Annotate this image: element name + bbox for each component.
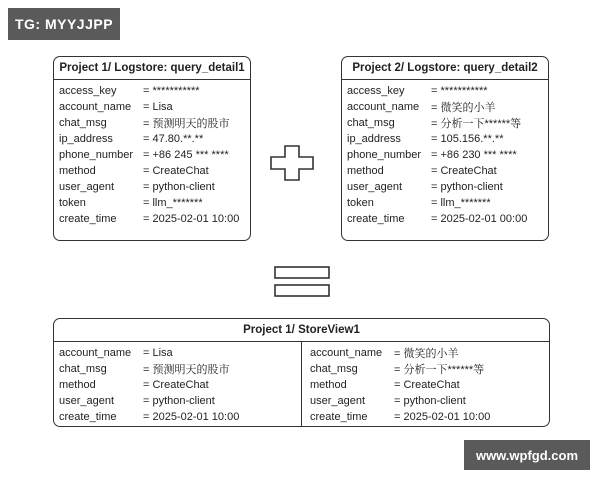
field-key: token xyxy=(59,197,86,209)
field-key: ip_address xyxy=(59,133,113,145)
field-row xyxy=(59,99,250,115)
field-key: create_time xyxy=(347,213,405,225)
plus-icon xyxy=(270,145,314,181)
field-key: account_name xyxy=(59,347,132,359)
field-key: create_time xyxy=(59,411,117,423)
field-row xyxy=(347,83,548,99)
logstore-query-detail1-card xyxy=(53,56,251,241)
card-title: Project 2/ Logstore: query_detail2 xyxy=(342,57,548,80)
field-list xyxy=(342,80,548,227)
field-row xyxy=(347,179,548,195)
field-row xyxy=(347,195,548,211)
storeview-right-column xyxy=(302,342,549,427)
field-value: = python-client xyxy=(394,395,466,407)
field-key: create_time xyxy=(310,411,368,423)
field-row xyxy=(59,83,250,99)
field-row xyxy=(59,393,301,409)
field-row xyxy=(59,195,250,211)
field-value: = 微笑的小羊 xyxy=(394,348,459,360)
field-row xyxy=(347,115,548,131)
field-value: = CreateChat xyxy=(394,379,460,391)
logstore-query-detail2-card xyxy=(341,56,549,241)
field-row xyxy=(310,409,549,425)
tg-label: TG: MYYJJPP xyxy=(8,8,120,40)
field-value: = 分析一下******等 xyxy=(431,118,522,130)
field-key: access_key xyxy=(347,85,405,97)
field-key: user_agent xyxy=(59,181,115,193)
watermark-label: www.wpfgd.com xyxy=(464,440,590,470)
field-list xyxy=(54,80,250,227)
field-value: = *********** xyxy=(143,85,200,97)
field-row xyxy=(59,131,250,147)
field-value: = Lisa xyxy=(143,347,173,359)
field-value: = python-client xyxy=(143,181,215,193)
field-value: = 2025-02-01 00:00 xyxy=(431,213,528,225)
field-value: = 2025-02-01 10:00 xyxy=(143,411,240,423)
field-key: method xyxy=(347,165,384,177)
field-row xyxy=(59,377,301,393)
field-key: chat_msg xyxy=(310,363,358,375)
field-value: = *********** xyxy=(431,85,488,97)
field-row xyxy=(59,115,250,131)
field-row xyxy=(310,345,549,361)
field-row xyxy=(59,163,250,179)
field-row xyxy=(59,409,301,425)
field-value: = 预测明天的股市 xyxy=(143,118,230,130)
field-key: token xyxy=(347,197,374,209)
field-value: = llm_******* xyxy=(143,197,203,209)
field-key: account_name xyxy=(59,101,132,113)
storeview1-card xyxy=(53,318,550,427)
storeview-left-column xyxy=(54,342,302,427)
field-row xyxy=(347,211,548,227)
field-value: = CreateChat xyxy=(431,165,497,177)
field-key: method xyxy=(59,379,96,391)
field-key: chat_msg xyxy=(59,363,107,375)
field-row xyxy=(347,99,548,115)
field-value: = +86 245 *** **** xyxy=(143,149,229,161)
field-key: user_agent xyxy=(347,181,403,193)
field-key: phone_number xyxy=(347,149,422,161)
field-row xyxy=(347,131,548,147)
field-row xyxy=(310,393,549,409)
field-key: user_agent xyxy=(310,395,366,407)
field-key: ip_address xyxy=(347,133,401,145)
field-value: = 47.80.**.** xyxy=(143,133,204,145)
field-value: = python-client xyxy=(431,181,503,193)
field-row xyxy=(59,211,250,227)
card-title: Project 1/ StoreView1 xyxy=(54,319,549,342)
field-row xyxy=(59,147,250,163)
field-row xyxy=(59,361,301,377)
field-key: access_key xyxy=(59,85,117,97)
field-value: = CreateChat xyxy=(143,379,209,391)
field-value: = 预测明天的股市 xyxy=(143,364,230,376)
field-value: = Lisa xyxy=(143,101,173,113)
field-row xyxy=(347,163,548,179)
field-key: method xyxy=(59,165,96,177)
field-key: create_time xyxy=(59,213,117,225)
field-value: = llm_******* xyxy=(431,197,491,209)
field-key: method xyxy=(310,379,347,391)
card-title: Project 1/ Logstore: query_detail1 xyxy=(54,57,250,80)
field-value: = CreateChat xyxy=(143,165,209,177)
field-key: account_name xyxy=(347,101,420,113)
field-value: = 分析一下******等 xyxy=(394,364,485,376)
field-row xyxy=(59,345,301,361)
field-value: = 2025-02-01 10:00 xyxy=(394,411,491,423)
field-value: = 2025-02-01 10:00 xyxy=(143,213,240,225)
field-value: = +86 230 *** **** xyxy=(431,149,517,161)
field-key: chat_msg xyxy=(347,117,395,129)
field-key: account_name xyxy=(310,347,383,359)
field-key: phone_number xyxy=(59,149,134,161)
field-value: = 微笑的小羊 xyxy=(431,102,496,114)
field-row xyxy=(310,377,549,393)
field-value: = python-client xyxy=(143,395,215,407)
field-key: chat_msg xyxy=(59,117,107,129)
field-row xyxy=(59,179,250,195)
equals-icon xyxy=(274,266,330,298)
field-row xyxy=(310,361,549,377)
field-key: user_agent xyxy=(59,395,115,407)
field-row xyxy=(347,147,548,163)
field-value: = 105.156.**.** xyxy=(431,133,504,145)
storeview-columns xyxy=(54,342,549,427)
